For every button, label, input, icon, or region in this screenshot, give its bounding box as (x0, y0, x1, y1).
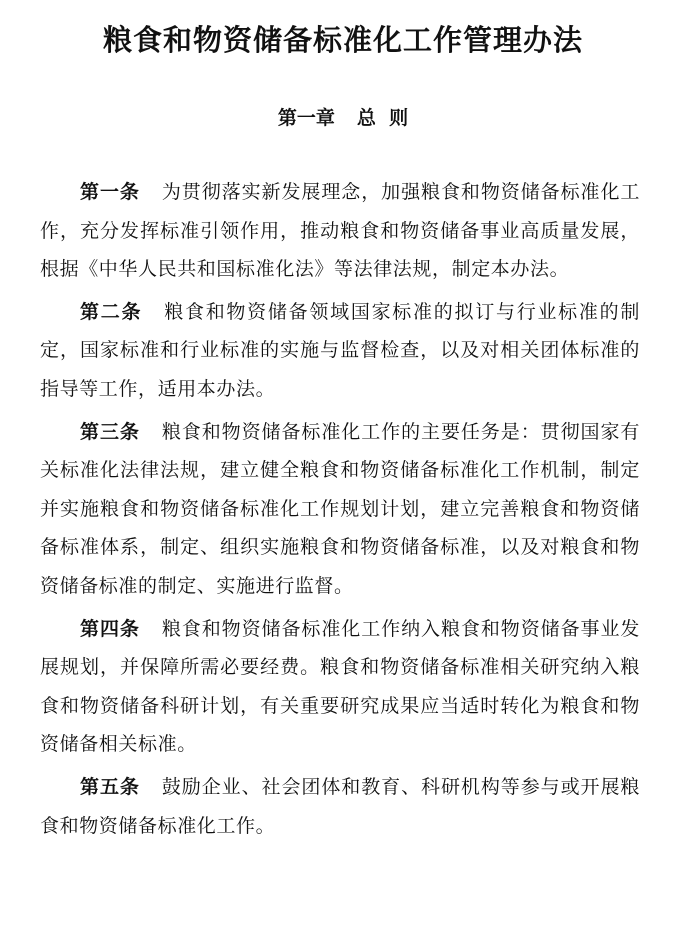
article-text: 粮食和物资储备标准化工作的主要任务是：贯彻国家有关标准化法律法规，建立健全粮食和物资储备标准化工作机制，制定并实施粮食和物资储备标准化工作规划计划，建立完善粮食和物资储备标准体系，制定、组织实施粮食和物资储备标准，以及对粮食和物资储备标准的制定、实施进行监督。 (40, 420, 640, 597)
article-text: 为贯彻落实新发展理念，加强粮食和物资储备标准化工作，充分发挥标准引领作用，推动粮食和物资储备事业高质量发展，根据《中华人民共和国标准化法》等法律法规，制定本办法。 (40, 181, 640, 281)
chapter-name: 总 则 (356, 107, 409, 129)
article-number: 第五条 (80, 775, 140, 798)
article (40, 293, 640, 409)
document-title: 粮食和物资储备标准化工作管理办法 (102, 23, 583, 57)
article-text: 粮食和物资储备标准化工作纳入粮食和物资储备事业发展规划，并保障所需必要经费。粮食和物资储备标准相关研究纳入粮食和物资储备科研计划，有关重要研究成果应当适时转化为粮食和物资储备相关标准。 (40, 617, 640, 756)
article (40, 768, 640, 845)
article-number: 第三条 (80, 420, 140, 443)
article (40, 610, 640, 764)
chapter-number: 第一章 (277, 107, 335, 129)
article-number: 第二条 (80, 300, 143, 323)
article-number: 第一条 (80, 181, 140, 203)
article (40, 413, 640, 606)
article (40, 173, 640, 289)
document-body (40, 173, 640, 849)
article-text: 鼓励企业、社会团体和教育、科研机构等参与或开展粮食和物资储备标准化工作。 (40, 775, 640, 837)
chapter-heading (0, 102, 686, 134)
article-text: 粮食和物资储备领域国家标准的拟订与行业标准的制定，国家标准和行业标准的实施与监督检查，以及对相关团体标准的指导等工作，适用本办法。 (40, 300, 640, 400)
article-number: 第四条 (80, 617, 140, 640)
